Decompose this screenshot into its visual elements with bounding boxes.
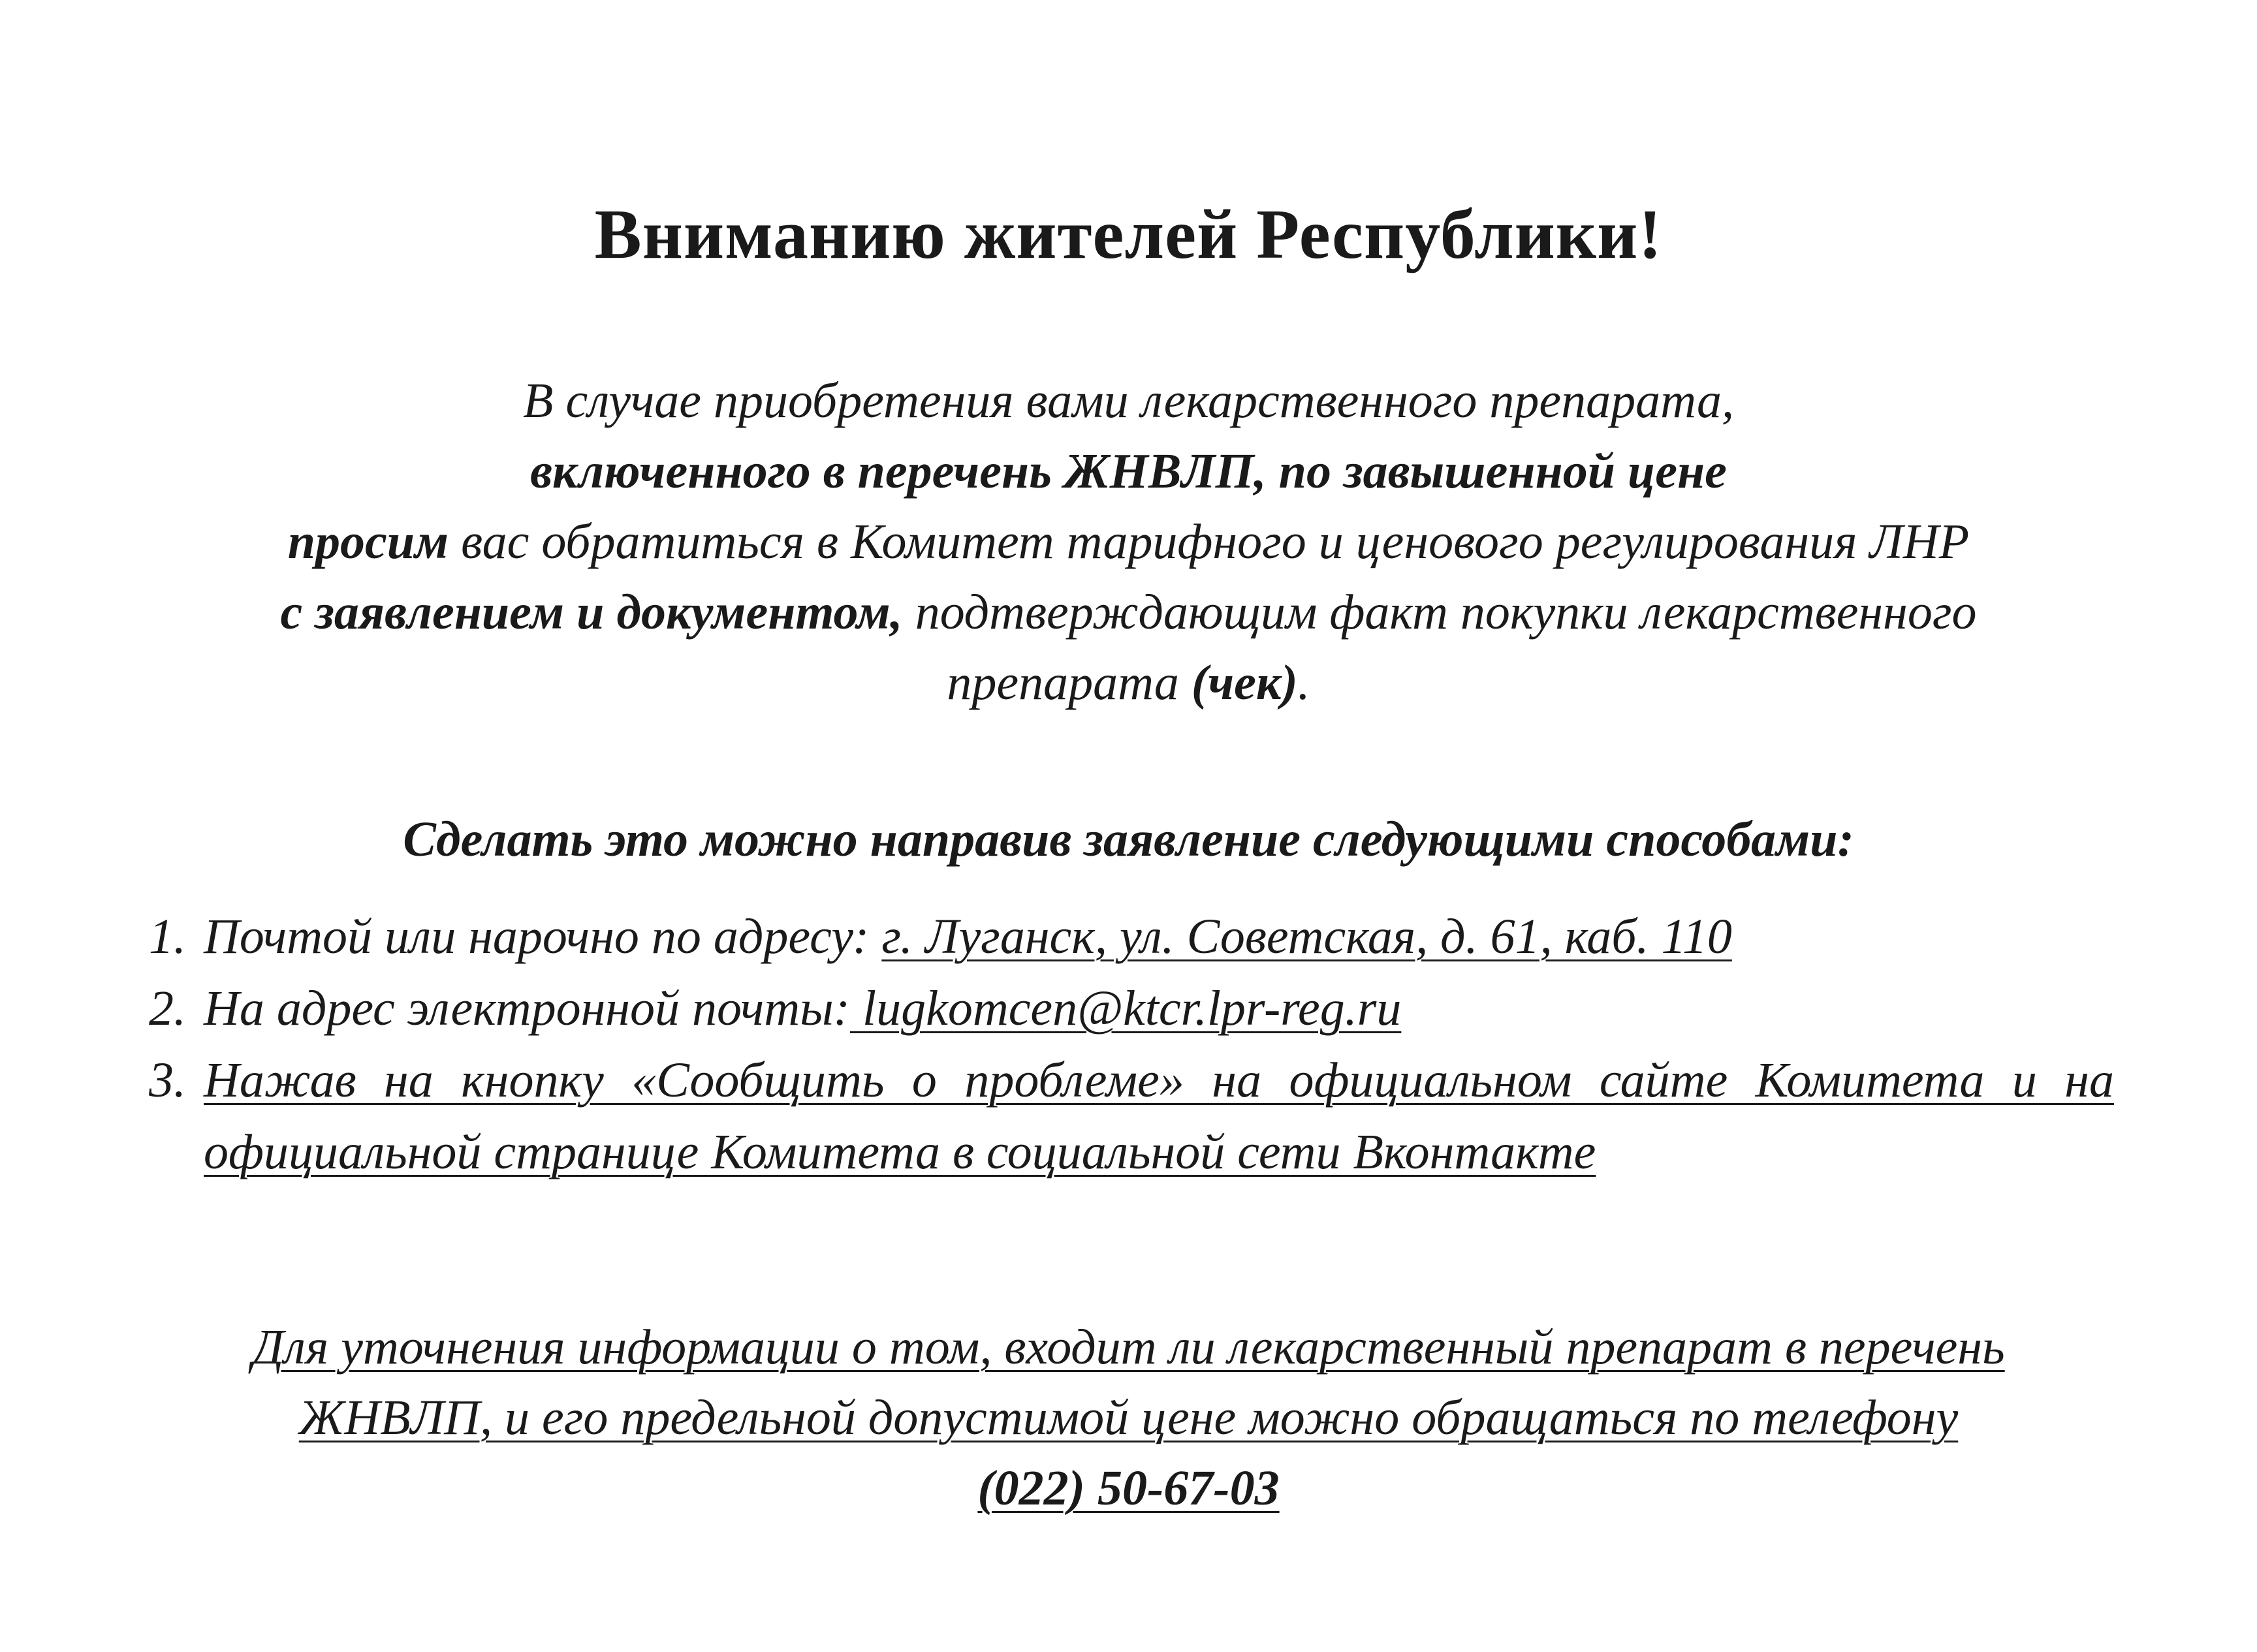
footer-line-2: ЖНВЛП, и его предельной допустимой цене можно обращаться по телефону — [298, 1390, 1959, 1445]
intro-line-5-bold: (чек) — [1191, 655, 1298, 710]
intro-line-5 — [0, 647, 2257, 718]
intro-line-5-start: препарата — [947, 655, 1192, 710]
method-text: На адрес электронной почты: — [204, 981, 850, 1036]
intro-line-4 — [0, 577, 2257, 647]
page-title: Вниманию жителей Республики! — [594, 196, 1663, 273]
intro-line-3-rest: вас обратиться в Комитет тарифного и ценового регулирования ЛНР — [449, 514, 1970, 569]
intro-line-3-bold: просим — [287, 514, 449, 569]
method-number: 1. — [149, 909, 186, 964]
method-text: Почтой или нарочно по адресу: — [204, 909, 882, 964]
methods-list — [149, 901, 2114, 1188]
email-link[interactable]: lugkomcen@ktcr.lpr-reg.ru — [849, 981, 1402, 1036]
address-link: г. Луганск, ул. Советская, д. 61, каб. 110 — [881, 909, 1732, 964]
method-number: 2. — [149, 981, 186, 1036]
method-item-email — [149, 973, 2114, 1044]
intro-line-2-bold: включенного в перечень ЖНВЛП, по завышенной цене — [530, 444, 1727, 499]
intro-line-4-rest: подтверждающим факт покупки лекарственного — [902, 585, 1977, 640]
footer-note — [0, 1312, 2257, 1523]
intro-line-1: В случае приобретения вами лекарственного препарата, — [523, 373, 1734, 428]
intro-paragraph — [0, 366, 2257, 718]
method-number: 3. — [149, 1053, 186, 1108]
method-item-website — [149, 1044, 2114, 1188]
intro-line-5-end: . — [1297, 655, 1310, 710]
intro-line-4-bold: с заявлением и документом, — [280, 585, 903, 640]
phone-number[interactable]: (022) 50-67-03 — [977, 1461, 1280, 1516]
method-item-mail — [149, 901, 2114, 973]
report-problem-link[interactable]: Нажав на кнопку «Сообщить о проблеме» на официальном сайте Комитета и на официальной странице Комитета в социальной сети Вконтакте — [204, 1053, 2114, 1179]
methods-heading: Сделать это можно направив заявление следующими способами: — [403, 812, 1854, 867]
footer-line-1: Для уточнения информации о том, входит ли лекарственный препарат в перечень — [252, 1320, 2005, 1375]
intro-line-2 — [0, 436, 2257, 507]
intro-line-3 — [0, 507, 2257, 577]
